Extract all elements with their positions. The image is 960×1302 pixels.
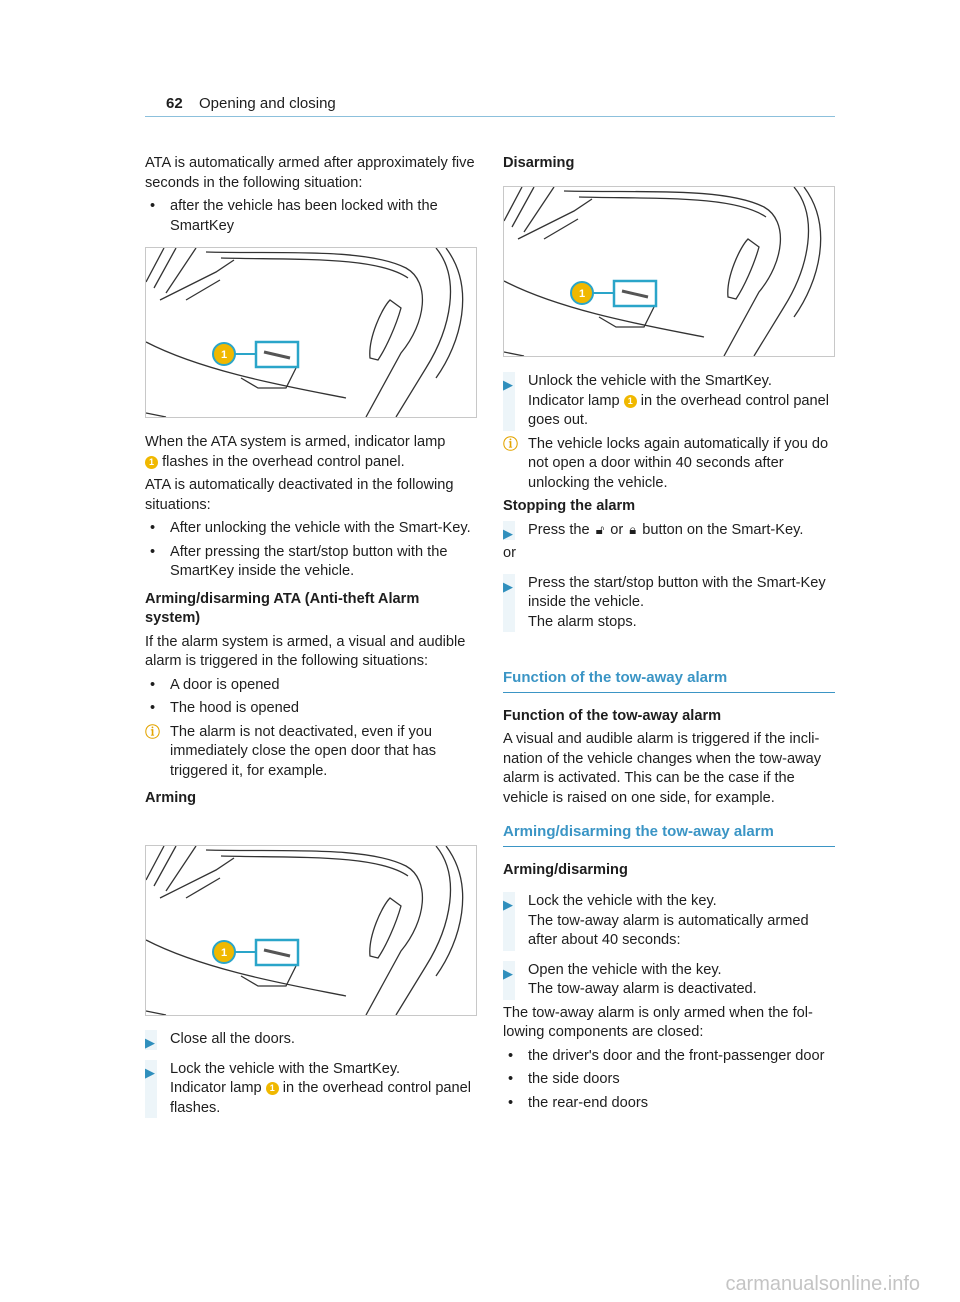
towaway-heading: Function of the tow-away alarm — [503, 707, 722, 724]
page-number: 62 — [166, 95, 183, 112]
stopping-heading: Stopping the alarm — [503, 498, 636, 514]
note: ⓘ The alarm is not deactivated, even if you immediately close the open door that has triggered it, for example. — [145, 723, 477, 782]
lock-icon: 🔒︎ — [629, 522, 637, 538]
svg-text:1: 1 — [220, 349, 228, 361]
list-item: • after the vehicle has been locked with the SmartKey — [150, 198, 438, 234]
arming-subheading: Arming/disarming — [503, 861, 628, 878]
svg-text:1: 1 — [220, 947, 228, 959]
page-title: Opening and closing — [199, 95, 336, 112]
arming-label: Arming — [145, 790, 197, 806]
left-column-steps — [145, 1030, 477, 1122]
left-column — [145, 154, 477, 240]
step-open-key: ▶ Open the vehicle with the key. The tow-away alarm is deactivated. — [503, 961, 835, 1000]
overhead-panel-image — [145, 247, 477, 418]
footer-watermark: carmanualsonline.info — [725, 1273, 920, 1295]
list-item: • the driver's door and the front-passenger door — [508, 1047, 825, 1064]
callout-1-icon: 1 — [145, 456, 158, 469]
callout-1-icon: 1 — [624, 395, 637, 408]
header-rule — [145, 116, 835, 117]
list-item: • After unlocking the vehicle with the Smart-Key. — [150, 520, 471, 536]
right-column-top — [503, 154, 835, 178]
armed-text: When the ATA system is armed, indicator lamp 1 flashes in the overhead control panel. — [145, 434, 446, 470]
section-title-arming: Arming/disarming the tow-away alarm — [503, 822, 835, 847]
list-item: • the rear-end doors — [508, 1094, 649, 1111]
svg-text:1: 1 — [578, 288, 586, 300]
overhead-panel-image-arming — [145, 845, 477, 1016]
callout-1-icon: 1 — [266, 1082, 279, 1095]
list-item: • After pressing the start/stop button with the SmartKey inside the vehicle. — [150, 543, 448, 579]
deactivated-text: ATA is automatically deactivated in the following situations: — [145, 477, 454, 513]
step-lock-key: ▶ Lock the vehicle with the key. The tow-away alarm is automatically armed after about 40 seconds: — [503, 892, 835, 951]
arrow-icon: ▶ — [503, 377, 513, 392]
towaway-body: A visual and audible alarm is triggered if the incli-nation of the vehicle changes when the tow-away alarm is activated. This can be the case if the vehicle is raised on one side, for example. — [503, 731, 822, 806]
step-press-button: ▶ Press the 🔓︎ or 🔒︎ button on the Smart-Key. — [503, 521, 835, 541]
overhead-panel-image-disarming — [503, 186, 835, 357]
list-item: • The hood is opened — [150, 700, 300, 716]
list-item: • A door is opened — [150, 676, 280, 693]
arrow-icon: ▶ — [145, 1064, 155, 1080]
unlock-icon: 🔓︎ — [595, 522, 605, 538]
towaway-section — [503, 668, 835, 812]
trigger-intro: If the alarm system is armed, a visual and audible alarm is triggered in the following situations: — [145, 633, 466, 669]
info-icon: ⓘ — [145, 723, 161, 741]
left-column-mid — [145, 433, 477, 813]
arrow-icon: ▶ — [503, 525, 513, 541]
arming-section — [503, 822, 835, 1117]
step-lock-vehicle: ▶ Lock the vehicle with the SmartKey. Indicator lamp 1 in the overhead control panel flashes. — [145, 1060, 477, 1119]
right-column-mid — [503, 372, 835, 636]
intro-text: ATA is automatically armed after approximately five seconds in the following situation: — [145, 155, 475, 191]
step-press-start: ▶ Press the start/stop button with the Smart-Key inside the vehicle. The alarm stops. — [503, 574, 835, 633]
section-title-towaway: Function of the tow-away alarm — [503, 668, 835, 693]
disarming-label: Disarming — [503, 155, 575, 171]
or-text: or — [503, 545, 516, 561]
arrow-icon: ▶ — [503, 578, 513, 594]
step-close-doors: ▶ Close all the doors. — [145, 1030, 477, 1050]
info-icon: ⓘ — [503, 435, 519, 453]
arming-heading: Arming/disarming ATA (Anti-theft Alarm system) — [145, 590, 420, 626]
only-armed-text: The tow-away alarm is only armed when the fol-lowing components are closed: — [503, 1004, 813, 1040]
arrow-icon: ▶ — [503, 897, 513, 912]
step-unlock: ▶ Unlock the vehicle with the SmartKey. Indicator lamp 1 in the overhead control panel goes out. — [503, 372, 835, 431]
list-item: • the side doors — [508, 1071, 620, 1087]
arrow-icon: ▶ — [145, 1035, 155, 1050]
arrow-icon: ▶ — [503, 965, 513, 981]
note: ⓘ The vehicle locks again automatically if you do not open a door within 40 seconds after unlocking the vehicle. — [503, 435, 835, 494]
